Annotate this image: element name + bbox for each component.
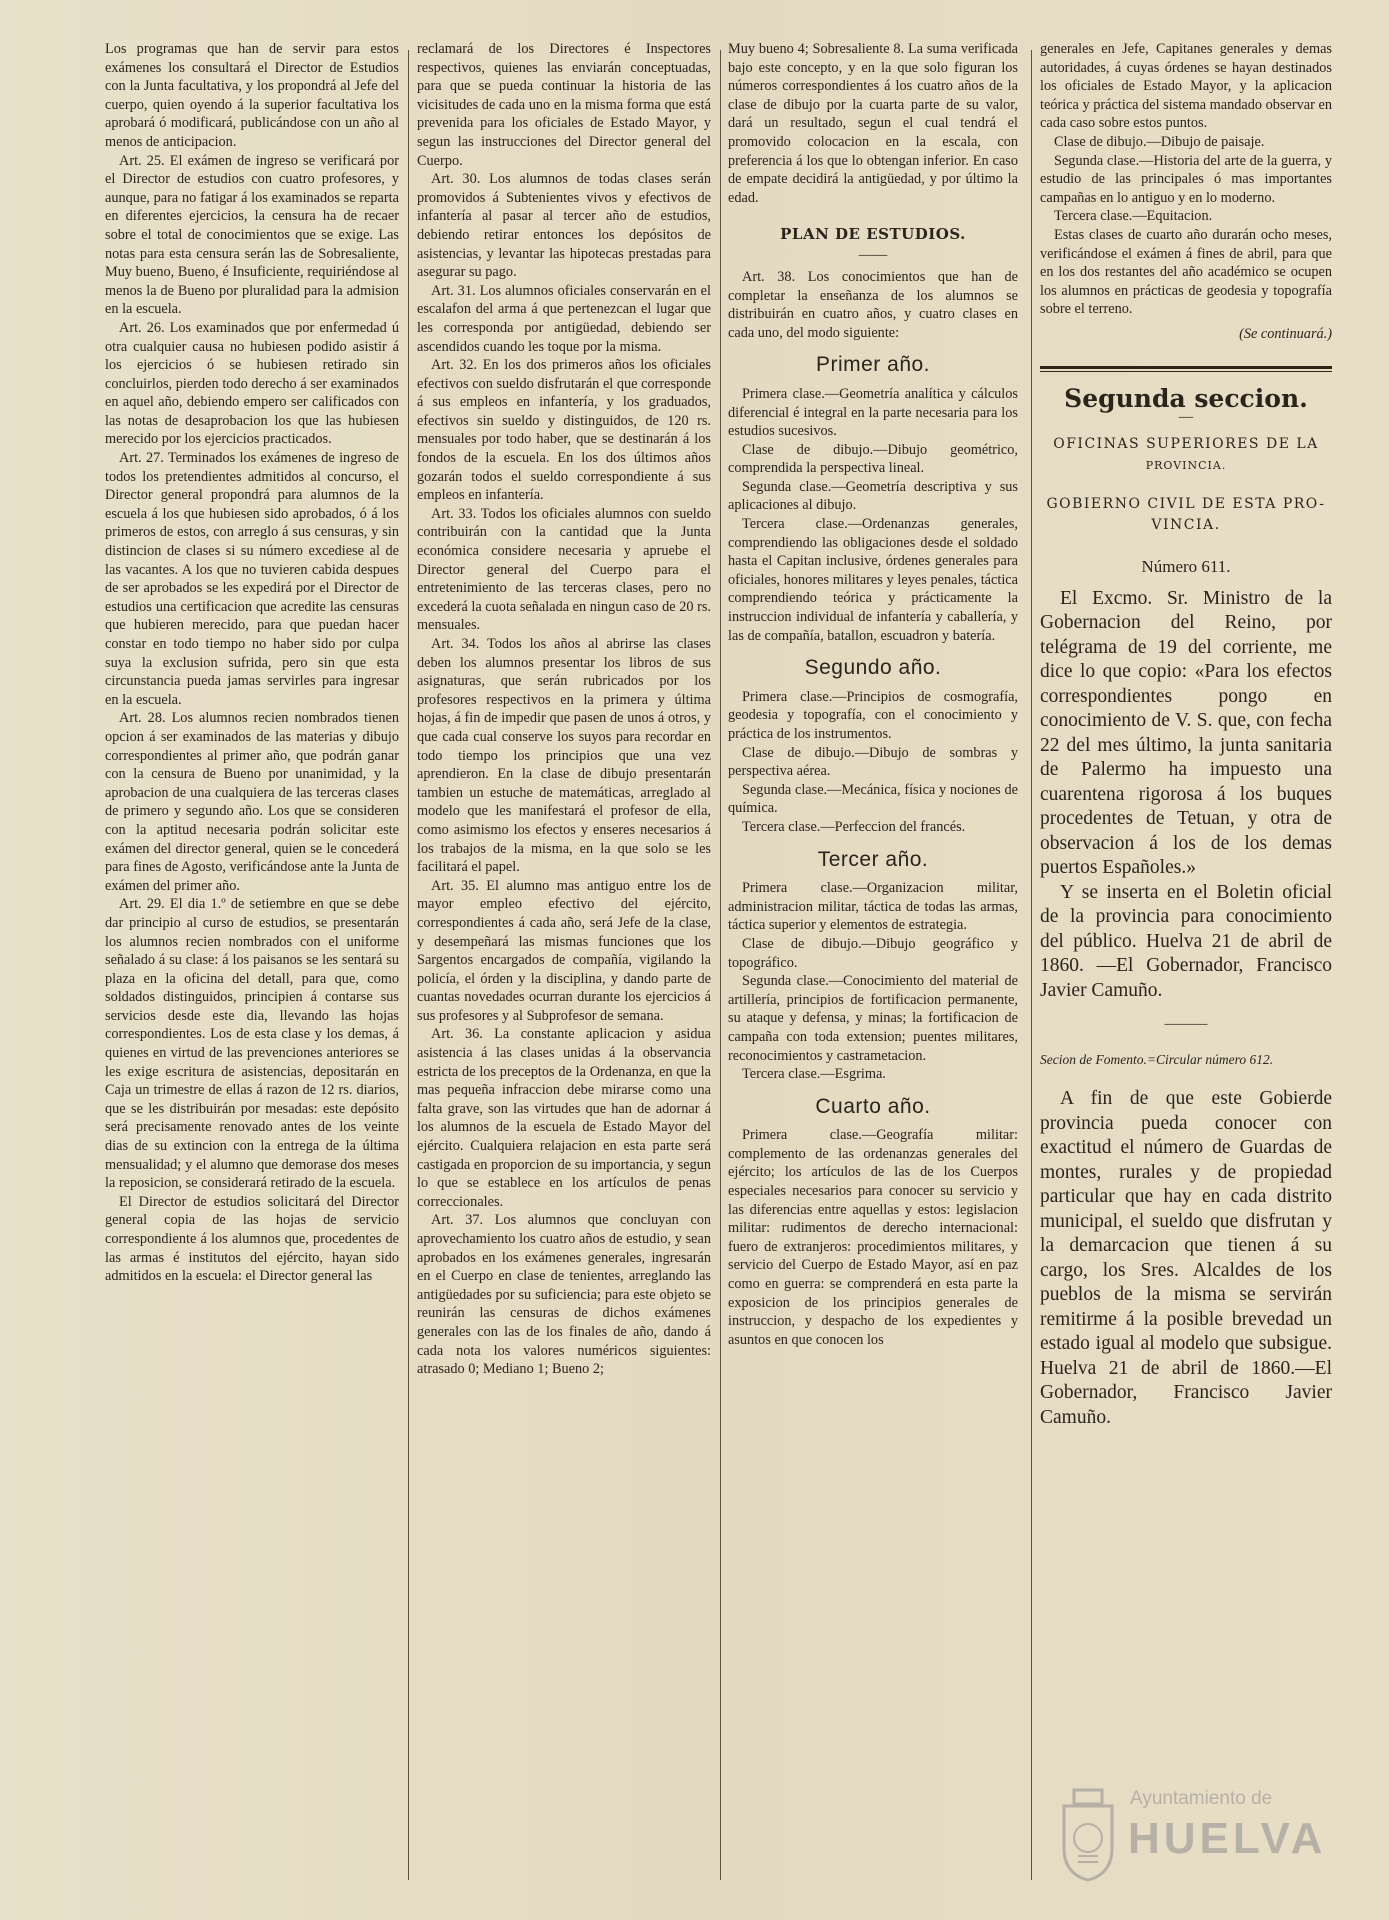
class-item: Primera clase.—Geometría analítica y cálculos diferencial é integral en la parte necesaria para los estudios sucesivos. [728, 385, 1018, 440]
paragraph: reclamará de los Directores é Inspectores respectivos, quienes las enviarán conceptuadas, para que se pueda continuar la historia de las vicisitudes de cada uno en la misma forma que está prevenida para los oficiales de Estado Mayor, y segun las instrucciones del Director general del Cuerpo. [417, 41, 711, 169]
class-item: Clase de dibujo.—Dibujo geométrico, comprendida la perspectiva lineal. [728, 441, 1018, 477]
article-36: Art. 36. La constante aplicacion y asidua asistencia á las clases unidas á la observancia estricta de los preceptos de la Ordenanza, en que la mas pequeña infraccion debe mirarse como una falta grave, son las virtudes que han de adornar á los alumnos de la escuela de Estado Mayor del ejército. Cualquiera relajacion en esta parte será castigada en proporcion de su importancia, y segun lo que se establece en los artículos de penas correccionales. [417, 1026, 711, 1210]
article-30: Art. 30. Los alumnos de todas clases serán promovidos á Subtenientes vivos y efectivos de infantería al pasar al tercer año de estudios, debiendo retirar entonces los depósitos de asistencias, y levantar las hipotecas prestadas para asegurar su pago. [417, 171, 711, 281]
class-item: Clase de dibujo.—Dibujo de paisaje. [1054, 133, 1265, 150]
decree-text [1040, 587, 1332, 1004]
class-item: Segunda clase.—Historia del arte de la guerra, y estudio de las principales ó mas importantes campañas en lo antiguo y en lo moderno. [1040, 152, 1332, 206]
column-divider [720, 50, 721, 1880]
class-item: Segunda clase.—Conocimiento del material de artillería, principios de fortificacion permanente, su ataque y defensa, y minas; la fortificacion de campaña con toda extension; puentes militares, reconocimientos y castrametacion. [728, 973, 1018, 1064]
divider: —— [858, 246, 888, 263]
year-heading: Segundo año. [804, 656, 942, 680]
government-heading-line: GOBIERNO CIVIL DE ESTA PRO- [1046, 496, 1326, 513]
class-item: Primera clase.—Principios de cosmografía, geodesia y topografía, con el conocimiento y práctica de los instrumentos. [728, 688, 1018, 742]
column-4 [1040, 40, 1332, 1900]
plan-heading: PLAN DE ESTUDIOS. [780, 225, 966, 244]
class-item: Clase de dibujo.—Dibujo geográfico y topográfico. [728, 935, 1018, 971]
paragraph: A fin de que este Gobierde provincia pueda conocer con exactitud el número de Guardas de montes, rurales y de propiedad particular que hay en cada distrito municipal, el sueldo que disfrutan y la demarcacion que tienen á su cargo, los Sres. Alcaldes de los pueblos de la misma se servirán remitirme á la posible brevedad un estado igual al modelo que subsigue. Huelva 21 de abril de 1860.—El Gobernador, Francisco Javier Camuño. [1040, 1088, 1332, 1428]
article-34: Art. 34. Todos los años al abrirse las clases deben los alumnos presentar los libros de sus asignaturas, que serán rubricados por los profesores respectivos en la primera y última hojas, á fin de impedir que pasen de unos á otros, y que cada cual conserve los suyos para recordar en todo tiempo los principios que una vez aprendieron. En la clase de dibujo presentarán tambien un estuche de matemáticas, arreglado al modelo que les manifestará el profesor de ella, como asimismo los efectos y enseres necesarios á los trabajos de la misma, en la que solo se les facilitará el papel. [417, 636, 711, 876]
class-item: Segunda clase.—Mecánica, física y nociones de química. [728, 781, 1018, 817]
number-heading: Número 611. [1141, 557, 1231, 577]
class-item: Tercera clase.—Equitacion. [1054, 208, 1213, 225]
class-item: Primera clase.—Geografía militar: complemento de las ordenanzas generales del ejército; los artículos de las de los Cuerpos especiales necesarios para conocer su servicio y las diferencias entre aquellas y estos: legislacion militar: rudimentos de derecho internacional: fuero de extranjeros: procedimientos militares, y servicio del Cuerpo de Estado Mayor, así en paz como en guerra: se comprenderá en esta parte la exposicion de los principios generales de instruccion, y despacho de los expedientes y asuntos en que conocen los [728, 1127, 1018, 1348]
divider: — [1178, 409, 1194, 426]
section-title: Segunda seccion. [1064, 383, 1308, 413]
year-heading: Cuarto año. [815, 1094, 931, 1118]
article-29: Art. 29. El dia 1.º de setiembre en que se debe dar principio al curso de estudios, se presentarán los alumnos recien nombrados con el uniforme señalado á su clase: á los paisanos se les sentará su plaza en la oficina del detall, para que, como soldados distinguidos, principien á contarse sus servicios desde este dia, llevando las hojas correspondientes. Los de esta clase y los demas, á quienes en virtud de las prevenciones anteriores se les exige escritura de asistencias, depositarán en Caja un trimestre de ellas á razon de 12 rs. diarios, que se les distribuirán por mesadas: este depósito será precisamente renovado antes de los veinte dias de su extincion con la entrega de la última mensualidad; y el alumno que demorase dos meses la reposicion, se considerará retirado de la escuela. [105, 896, 399, 1192]
divider: ——— [1164, 1016, 1208, 1033]
government-heading-line: VINCIA. [1151, 517, 1221, 534]
column-1 [105, 40, 399, 1900]
class-item: Segunda clase.—Geometría descriptiva y sus aplicaciones al dibujo. [728, 478, 1018, 514]
column-3 [728, 40, 1018, 1900]
article-38: Art. 38. Los conocimientos que han de completar la enseñanza de los alumnos se distribuirán en cuatro años, y cuatro clases en cada uno, del modo siguiente: [728, 268, 1018, 341]
article-31: Art. 31. Los alumnos oficiales conservarán en el escalafon del arma á que pertenezcan el lugar que les corresponda por antigüedad, debiendo ser ascendidos cuando les toque por la misma. [417, 282, 711, 355]
paragraph: Y se inserta en el Boletin oficial de la provincia para conocimiento del público. Huelva 21 de abril de 1860. —El Gobernador, Francisco Javier Camuño. [1040, 881, 1332, 1001]
article-26: Art. 26. Los examinados que por enfermedad ú otra cualquier causa no hubiesen podido asistir á los ejercicios ó se hubiesen retirado sin concluirlos, pierden todo derecho á ser examinados en aquel año, debiendo empero ser calificados con las notas de desaprobacion los que las hubiesen merecido por los ejercicios practicados. [105, 319, 399, 448]
watermark-logo [1060, 1780, 1360, 1890]
column-divider [408, 50, 409, 1880]
paragraph: El Excmo. Sr. Ministro de la Gobernacion del Reino, por telégrama de 19 del corriente, me dice lo que copio: «Para los efectos correspondientes pongo en conocimiento de V. S. que, con fecha 22 del mes último, la junta sanitaria de Palermo ha impuesto una cuarentena rigorosa á los buques procedentes de Tetuan, y otra de observacion á los de los demas puertos Españoles.» [1040, 587, 1332, 879]
watermark-line-2: HUELVA [1128, 1814, 1327, 1863]
circular-text [1040, 1087, 1332, 1430]
year-heading: Tercer año. [817, 847, 929, 871]
paragraph: generales en Jefe, Capitanes generales y demas autoridades, á cuyas órdenes se hayan destinados los oficiales de Estado Mayor, y la aplicacion teórica y práctica del sistema mandado observar en cada caso sobre estos puntos. [1040, 41, 1332, 132]
continued-note: (Se continuará.) [1239, 325, 1332, 342]
article-33: Art. 33. Todos los oficiales alumnos con sueldo contribuirán con la cantidad que la Junta económica considere necesaria y apruebe el Director general del Cuerpo para el entretenimiento de las terceras clases, pero no excederá la cuota señalada en ningun caso de 20 rs. mensuales. [417, 505, 711, 634]
government-heading [1040, 494, 1332, 536]
year-heading: Primer año. [815, 353, 931, 377]
paragraph: Estas clases de cuarto año durarán ocho meses, verificándose el exámen á fines de abril, para que en los dos restantes del año académico se ocupen los alumnos en prácticas de geodesia y topografía sobre el terreno. [1040, 226, 1332, 318]
watermark-line-1: Ayuntamiento de [1130, 1788, 1273, 1809]
article-28: Art. 28. Los alumnos recien nombrados tienen opcion á ser examinados de las materias y dibujo correspondientes al primer año, que podrán ganar con la censura de Bueno por unanimidad, y la aprobacion de una cualquiera de las terceras clases de primero y segundo año. Los que se consideren con la aptitud necesaria podrán solicitar este exámen del director general, quien se le concederá para fines de Agosto, verificándose ante la Junta de exámen del primer año. [105, 710, 399, 894]
coat-of-arms-icon [1060, 1786, 1116, 1882]
class-item: Primera clase.—Organizacion militar, administracion militar, táctica de todas las armas, táctica superior y elementos de estrategia. [728, 880, 1018, 934]
paragraph: Muy bueno 4; Sobresaliente 8. La suma verificada bajo este concepto, y en la que solo figuran los números correspondientes á los cuatro años de la clase de dibujo por la cuarta parte de su valor, dará un resultado, segun el cual tendrá el promovido colocacion en la escala, con preferencia á los que lo obtengan inferior. En caso de empate decidirá la antigüedad, y por último la edad. [728, 41, 1018, 206]
class-item: Tercera clase.—Esgrima. [742, 1066, 886, 1083]
article-25: Art. 25. El exámen de ingreso se verificará por el Director de estudios con cuatro profesores, y aunque, para no fatigar á los examinados se reparta en diferentes ejercicios, la censura ha de recaer sobre el total de conocimientos que se exige. Las notas para esta censura serán las de Sobresaliente, Muy bueno, Bueno, é Insuficiente, requiriéndose al menos la de Bueno por pluralidad para la admision en la escuela. [105, 152, 399, 318]
paragraph: Los programas que han de servir para estos exámenes los consultará el Director de Estudios con la Junta facultativa, y los propondrá al Jefe del cuerpo, quien oyendo á la superior facultativa los aprobará ó modificará, publicándose con un año al menos de anticipacion. [105, 41, 399, 150]
offices-heading [1040, 434, 1332, 476]
class-item: Tercera clase.—Perfeccion del francés. [742, 818, 966, 835]
class-item: Clase de dibujo.—Dibujo de sombras y perspectiva aérea. [728, 744, 1018, 780]
fomento-heading: Secion de Fomento.=Circular número 612. [1040, 1052, 1274, 1068]
article-32: Art. 32. En los dos primeros años los oficiales efectivos con sueldo disfrutarán el que corresponde á sus empleos en infantería, y los graduados, efectivos sin sueldo y distinguidos, de 120 rs. mensuales por todo haber, que se destinarán á los fondos de la escuela. En los dos últimos años gozarán todos el sueldo correspondiente á sus empleos en infantería. [417, 357, 711, 504]
offices-heading-line: OFICINAS SUPERIORES DE LA [1053, 436, 1319, 453]
column-divider [1031, 50, 1032, 1880]
class-item: Tercera clase.—Ordenanzas generales, comprendiendo las obligaciones desde el soldado hasta el Capitan inclusive, órdenes generales para oficiales, honores militares y leyes penales, táctica comprendiendo teórica y prácticamente la instruccion individual de infantería y caballería, y las de compañía, batallon, escuadron y batería. [728, 516, 1018, 644]
article-37: Art. 37. Los alumnos que concluyan con aprovechamiento los cuatro años de estudio, y sean aprobados en los exámenes generales, ingresarán en el Cuerpo en clase de tenientes, arreglando las antigüedades por su suficiencia; para este objeto se reunirán las censuras de dichos exámenes generales con las de los finales de año, dando á cada nota los valores numéricos siguientes: atrasado 0; Mediano 1; Bueno 2; [417, 1212, 711, 1378]
paragraph: El Director de estudios solicitará del Director general copia de las hojas de servicio correspondiente á los alumnos que, procedentes de las armas é institutos del ejército, hayan sido admitidos en la escuela: el Director general las [105, 1193, 399, 1285]
offices-heading-line: PROVINCIA. [1145, 459, 1227, 473]
article-27: Art. 27. Terminados los exámenes de ingreso de todos los pretendientes admitidos al concurso, el Director general propondrá para alumnos de la escuela á los que hubiesen sido aprobados, ó á los primeros de estos, con arreglo á sus censuras, y sin distincion de clases si su número excediese al de las vacantes. A los que no tuvieren cabida despues de ser aprobados se les expedirá por el Director de estudios una certificacion que acredite las censuras que hubieren merecido, para que puedan hacer constar en todo tiempo no haber sido por culpa suya la exclusion sufrida, pero sin que esta circunstancia pueda jamas servirles para ingresar en la escuela. [105, 450, 399, 708]
section-rule [1040, 366, 1332, 372]
column-2 [417, 40, 711, 1900]
article-35: Art. 35. El alumno mas antiguo entre los de mayor empleo efectivo del ejército, correspondientes á cada año, será Jefe de la clase, y desempeñará las mismas funciones que los Sargentos encargados de compañía, vigilando la policía, el órden y la disciplina, y dando parte de cuantas novedades ocurran durante los ejercicios á sus profesores y al Subprofesor de semana. [417, 877, 711, 1024]
